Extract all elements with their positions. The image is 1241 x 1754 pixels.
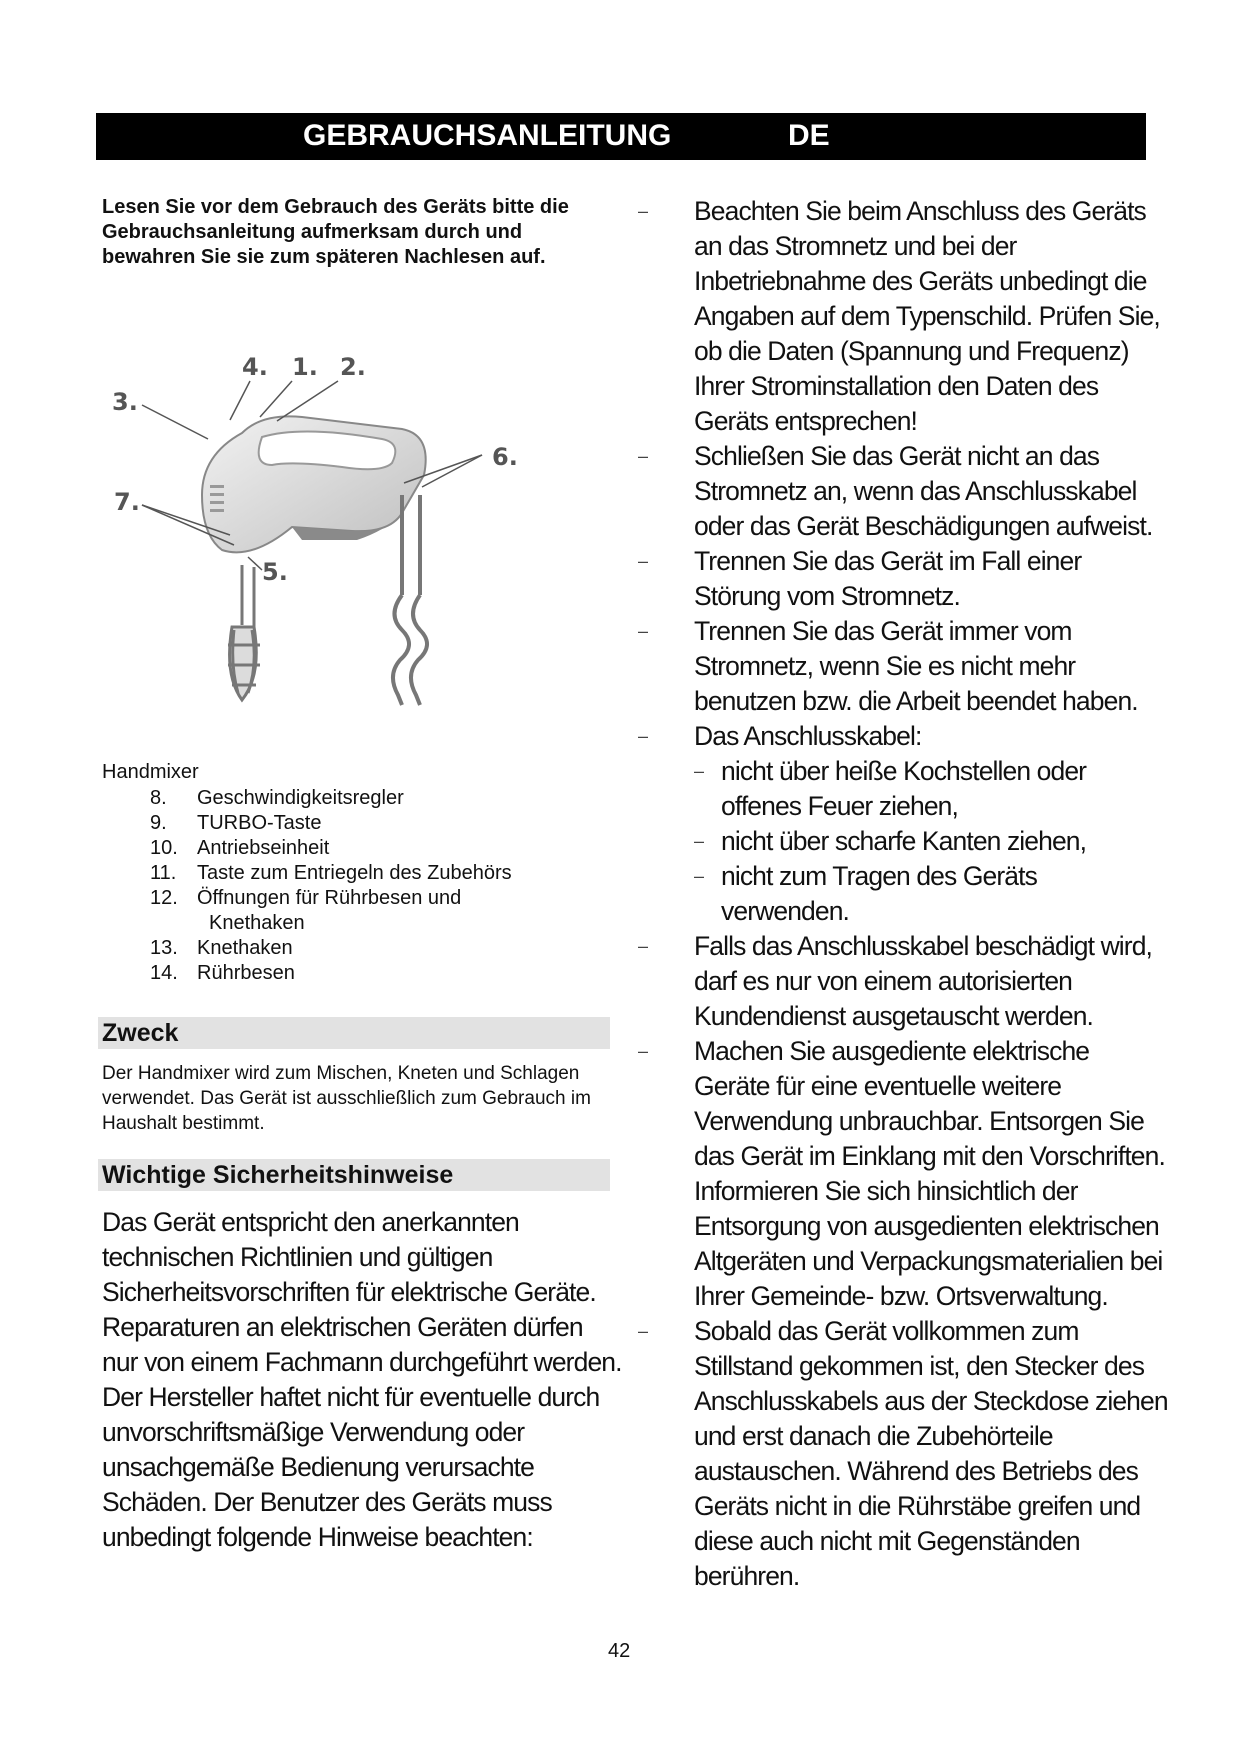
right-column	[638, 194, 1168, 1594]
header-bar	[96, 113, 1146, 160]
beaters	[228, 565, 260, 700]
dough-hooks	[393, 495, 427, 705]
list-item: – Falls das Anschlusskabel beschädigt wird, darf es nur von einem autorisierten Kundendienst ausgetauscht werden.	[638, 931, 1153, 1031]
list-item: – Beachten Sie beim Anschluss des Geräts an das Stromnetz und bei der Inbetriebnahme des Geräts unbedingt die Angaben auf dem Typenschild. Prüfen Sie, ob die Daten (Spannung und Frequenz) Ihrer Strominstallation den Daten des Geräts entsprechen!	[638, 196, 1160, 436]
list-item: – Trennen Sie das Gerät im Fall einer Störung vom Stromnetz.	[638, 546, 1082, 611]
label-3: 3.	[112, 388, 138, 416]
safety-paragraph-1: Das Gerät entspricht den anerkannten technischen Richtlinien und gültigen Sicherheitsvorschriften für elektrische Geräte. Reparaturen an elektrischen Geräten dürfen nur von einem Fachmann durchgeführt werden.	[102, 1207, 622, 1377]
safety-text	[102, 1205, 622, 1555]
list-item: – Sobald das Gerät vollkommen zum Stillstand gekommen ist, den Stecker des Anschlusskabels aus der Steckdose ziehen und erst danach die Zubehörteile austauschen. Während des Betriebs des Geräts nicht in die Rührstäbe greifen und diese auch nicht mit Gegenständen berühren.	[638, 1316, 1168, 1591]
label-7: 7.	[114, 488, 140, 516]
handle-opening	[259, 431, 396, 469]
list-item: – Schließen Sie das Gerät nicht an das Stromnetz an, wenn das Anschlusskabel oder das Gerät Beschädigungen aufweist.	[638, 441, 1153, 541]
list-item: 10. Antriebseinheit	[150, 837, 330, 859]
list-item: – Trennen Sie das Gerät immer vom Stromnetz, wenn Sie es nicht mehr benutzen bzw. die Arbeit beendet haben.	[638, 616, 1138, 716]
zweck-text: Der Handmixer wird zum Mischen, Kneten und Schlagen verwendet. Das Gerät ist ausschließlich zum Gebrauch im Haushalt bestimmt.	[102, 1063, 591, 1134]
safety-paragraph-2: Der Hersteller haftet nicht für eventuelle durch unvorschriftsmäßige Verwendung oder unsachgemäße Bedienung verursachte Schäden. Der Benutzer des Geräts muss unbedingt folgende Hinweise beachten:	[102, 1382, 600, 1552]
parts-list	[102, 760, 512, 986]
parts-items	[102, 786, 512, 986]
page-number: 42	[608, 1640, 631, 1662]
hand-mixer-figure	[102, 345, 612, 775]
label-6: 6.	[492, 443, 518, 471]
list-item: – Machen Sie ausgediente elektrische Geräte für eine eventuelle weitere Verwendung unbrauchbar. Entsorgen Sie das Gerät im Einklang mit den Vorschriften. Informieren Sie sich hinsichtlich der Entsorgung von ausgedienten elektrischen Altgeräten und Verpackungsmaterialien bei Ihrer Gemeinde- bzw. Ortsverwaltung.	[638, 1036, 1165, 1311]
label-4: 4.	[242, 353, 268, 381]
parts-title: Handmixer	[102, 761, 199, 783]
left-column	[102, 195, 622, 1552]
list-item: – nicht über heiße Kochstellen oder offenes Feuer ziehen,	[694, 756, 1087, 821]
list-item: – nicht über scharfe Kanten ziehen,	[694, 826, 1087, 856]
document-title: GEBRAUCHSANLEITUNG	[303, 119, 672, 152]
intro-text: Lesen Sie vor dem Gebrauch des Geräts bitte die Gebrauchsanleitung aufmerksam durch und bewahren Sie sie zum späteren Nachlesen auf.	[102, 196, 569, 268]
list-item: 13. Knethaken	[150, 937, 293, 959]
list-item: – nicht zum Tragen des Geräts verwenden.	[694, 861, 1037, 926]
list-item: 8. Geschwindigkeitsregler	[150, 787, 404, 809]
list-item: 9. TURBO-Taste	[150, 812, 322, 834]
language-code: DE	[788, 119, 830, 152]
safety-heading: Wichtige Sicherheitshinweise	[98, 1159, 610, 1191]
list-item: 11. Taste zum Entriegeln des Zubehörs	[150, 862, 512, 884]
zweck-heading: Zweck	[98, 1017, 610, 1049]
label-5: 5.	[262, 558, 288, 586]
list-item: – Das Anschlusskabel:	[638, 721, 922, 751]
label-2: 2.	[340, 353, 366, 381]
list-item: 14. Rührbesen	[150, 962, 295, 984]
label-1: 1.	[292, 353, 318, 381]
list-item: 12. Öffnungen für Rührbesen und Knethaken	[150, 887, 462, 934]
